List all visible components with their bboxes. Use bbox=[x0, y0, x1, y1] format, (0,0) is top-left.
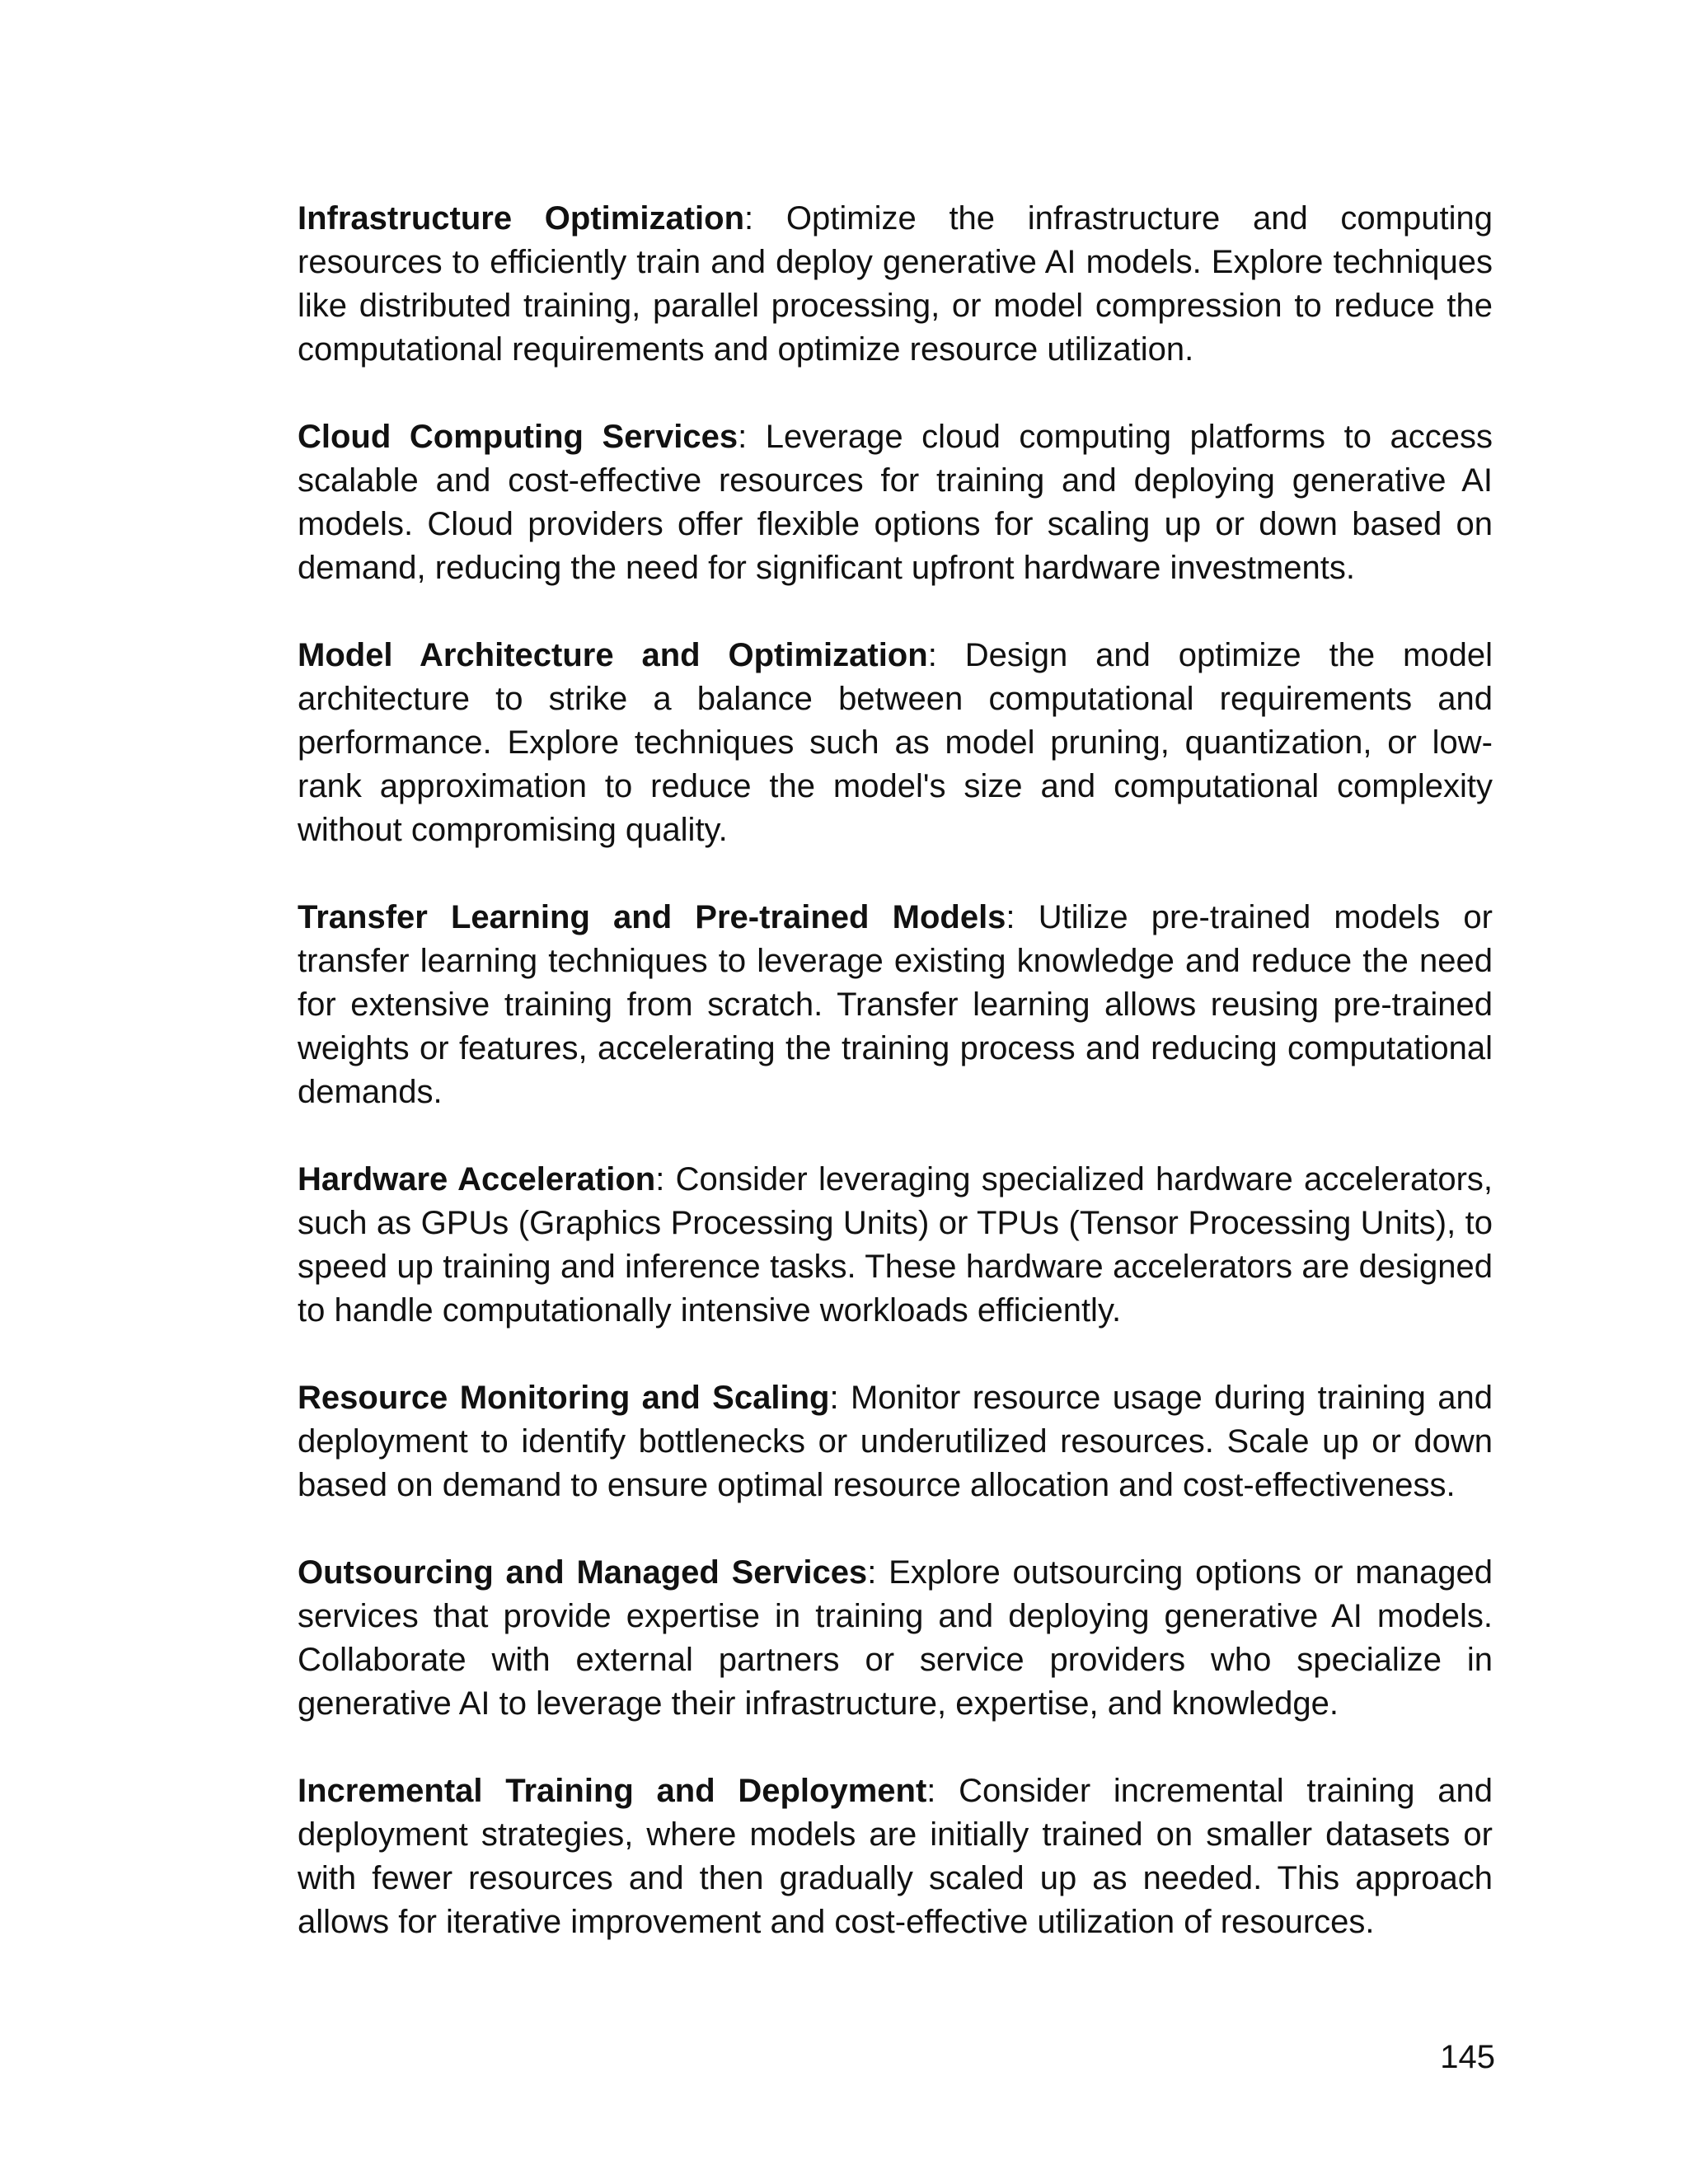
paragraph-incremental-training-and-deployment bbox=[298, 1769, 1493, 1944]
paragraph-text: Optimize the infrastructure and computing resources to efficiently train and deploy generative AI models. Explore techniques like distributed training, parallel processing, or model compression to reduce the computational requirements and optimize resource utilization. bbox=[298, 200, 1493, 368]
paragraph-text: Leverage cloud computing platforms to access scalable and cost-effective resources for training and deploying generative AI models. Cloud providers offer flexible options for scaling up or down based on demand, reducing the need for significant upfront hardware investments. bbox=[298, 419, 1493, 586]
paragraph-text: Design and optimize the model architecture to strike a balance between computational requirements and performance. Explore techniques such as model pruning, quantization, or low-rank approximation to reduce the model's size and computational complexity without compromising quality. bbox=[298, 637, 1493, 848]
paragraph-term: Transfer Learning and Pre-trained Models bbox=[298, 899, 1006, 935]
paragraph-transfer-learning bbox=[298, 896, 1493, 1114]
paragraph-hardware-acceleration bbox=[298, 1158, 1493, 1333]
paragraph-outsourcing-and-managed-services bbox=[298, 1551, 1493, 1726]
paragraph-infrastructure-optimization bbox=[298, 197, 1493, 372]
paragraph-term: Model Architecture and Optimization bbox=[298, 637, 928, 673]
paragraph-text: Utilize pre-trained models or transfer learning techniques to leverage existing knowledge and reduce the need for extensive training from scratch. Transfer learning allows reusing pre-trained weights or features, accelerating the training process and reducing computational demands. bbox=[298, 899, 1493, 1110]
paragraph-text: Explore outsourcing options or managed services that provide expertise in training and deploying generative AI models. Collaborate with external partners or service providers who specialize in generative AI to leverage their infrastructure, expertise, and knowledge. bbox=[298, 1554, 1493, 1722]
paragraph-separator: : bbox=[829, 1380, 839, 1416]
paragraph-term: Cloud Computing Services bbox=[298, 419, 738, 455]
paragraph-text: Consider leveraging specialized hardware accelerators, such as GPUs (Graphics Processing Units) or TPUs (Tensor Processing Units), to speed up training and inference tasks. These hardware accelerators are designed to handle computationally intensive workloads efficiently. bbox=[298, 1161, 1493, 1329]
paragraph-separator: : bbox=[926, 1773, 936, 1809]
paragraph-resource-monitoring-and-scaling bbox=[298, 1376, 1493, 1507]
paragraph-text: Consider incremental training and deployment strategies, where models are initially trained on smaller datasets or with fewer resources and then gradually scaled up as needed. This approach allows for iterative improvement and cost-effective utilization of resources. bbox=[298, 1773, 1493, 1940]
page-number: 145 bbox=[1440, 2039, 1495, 2075]
paragraph-separator: : bbox=[927, 637, 937, 673]
paragraph-separator: : bbox=[738, 419, 748, 455]
paragraph-separator: : bbox=[744, 200, 754, 237]
paragraph-separator: : bbox=[655, 1161, 665, 1197]
paragraph-term: Resource Monitoring and Scaling bbox=[298, 1380, 830, 1416]
paragraph-text: Monitor resource usage during training and deployment to identify bottlenecks or underutilized resources. Scale up or down based on demand to ensure optimal resource allocation and cost-effectiveness. bbox=[298, 1380, 1493, 1503]
paragraph-model-architecture-and-optimization bbox=[298, 634, 1493, 852]
page-content bbox=[298, 197, 1493, 1988]
paragraph-separator: : bbox=[867, 1554, 877, 1591]
paragraph-cloud-computing-services bbox=[298, 415, 1493, 590]
paragraph-term: Infrastructure Optimization bbox=[298, 200, 745, 237]
paragraph-separator: : bbox=[1006, 899, 1015, 935]
paragraph-term: Outsourcing and Managed Services bbox=[298, 1554, 868, 1591]
paragraph-term: Hardware Acceleration bbox=[298, 1161, 656, 1197]
paragraph-term: Incremental Training and Deployment bbox=[298, 1773, 927, 1809]
